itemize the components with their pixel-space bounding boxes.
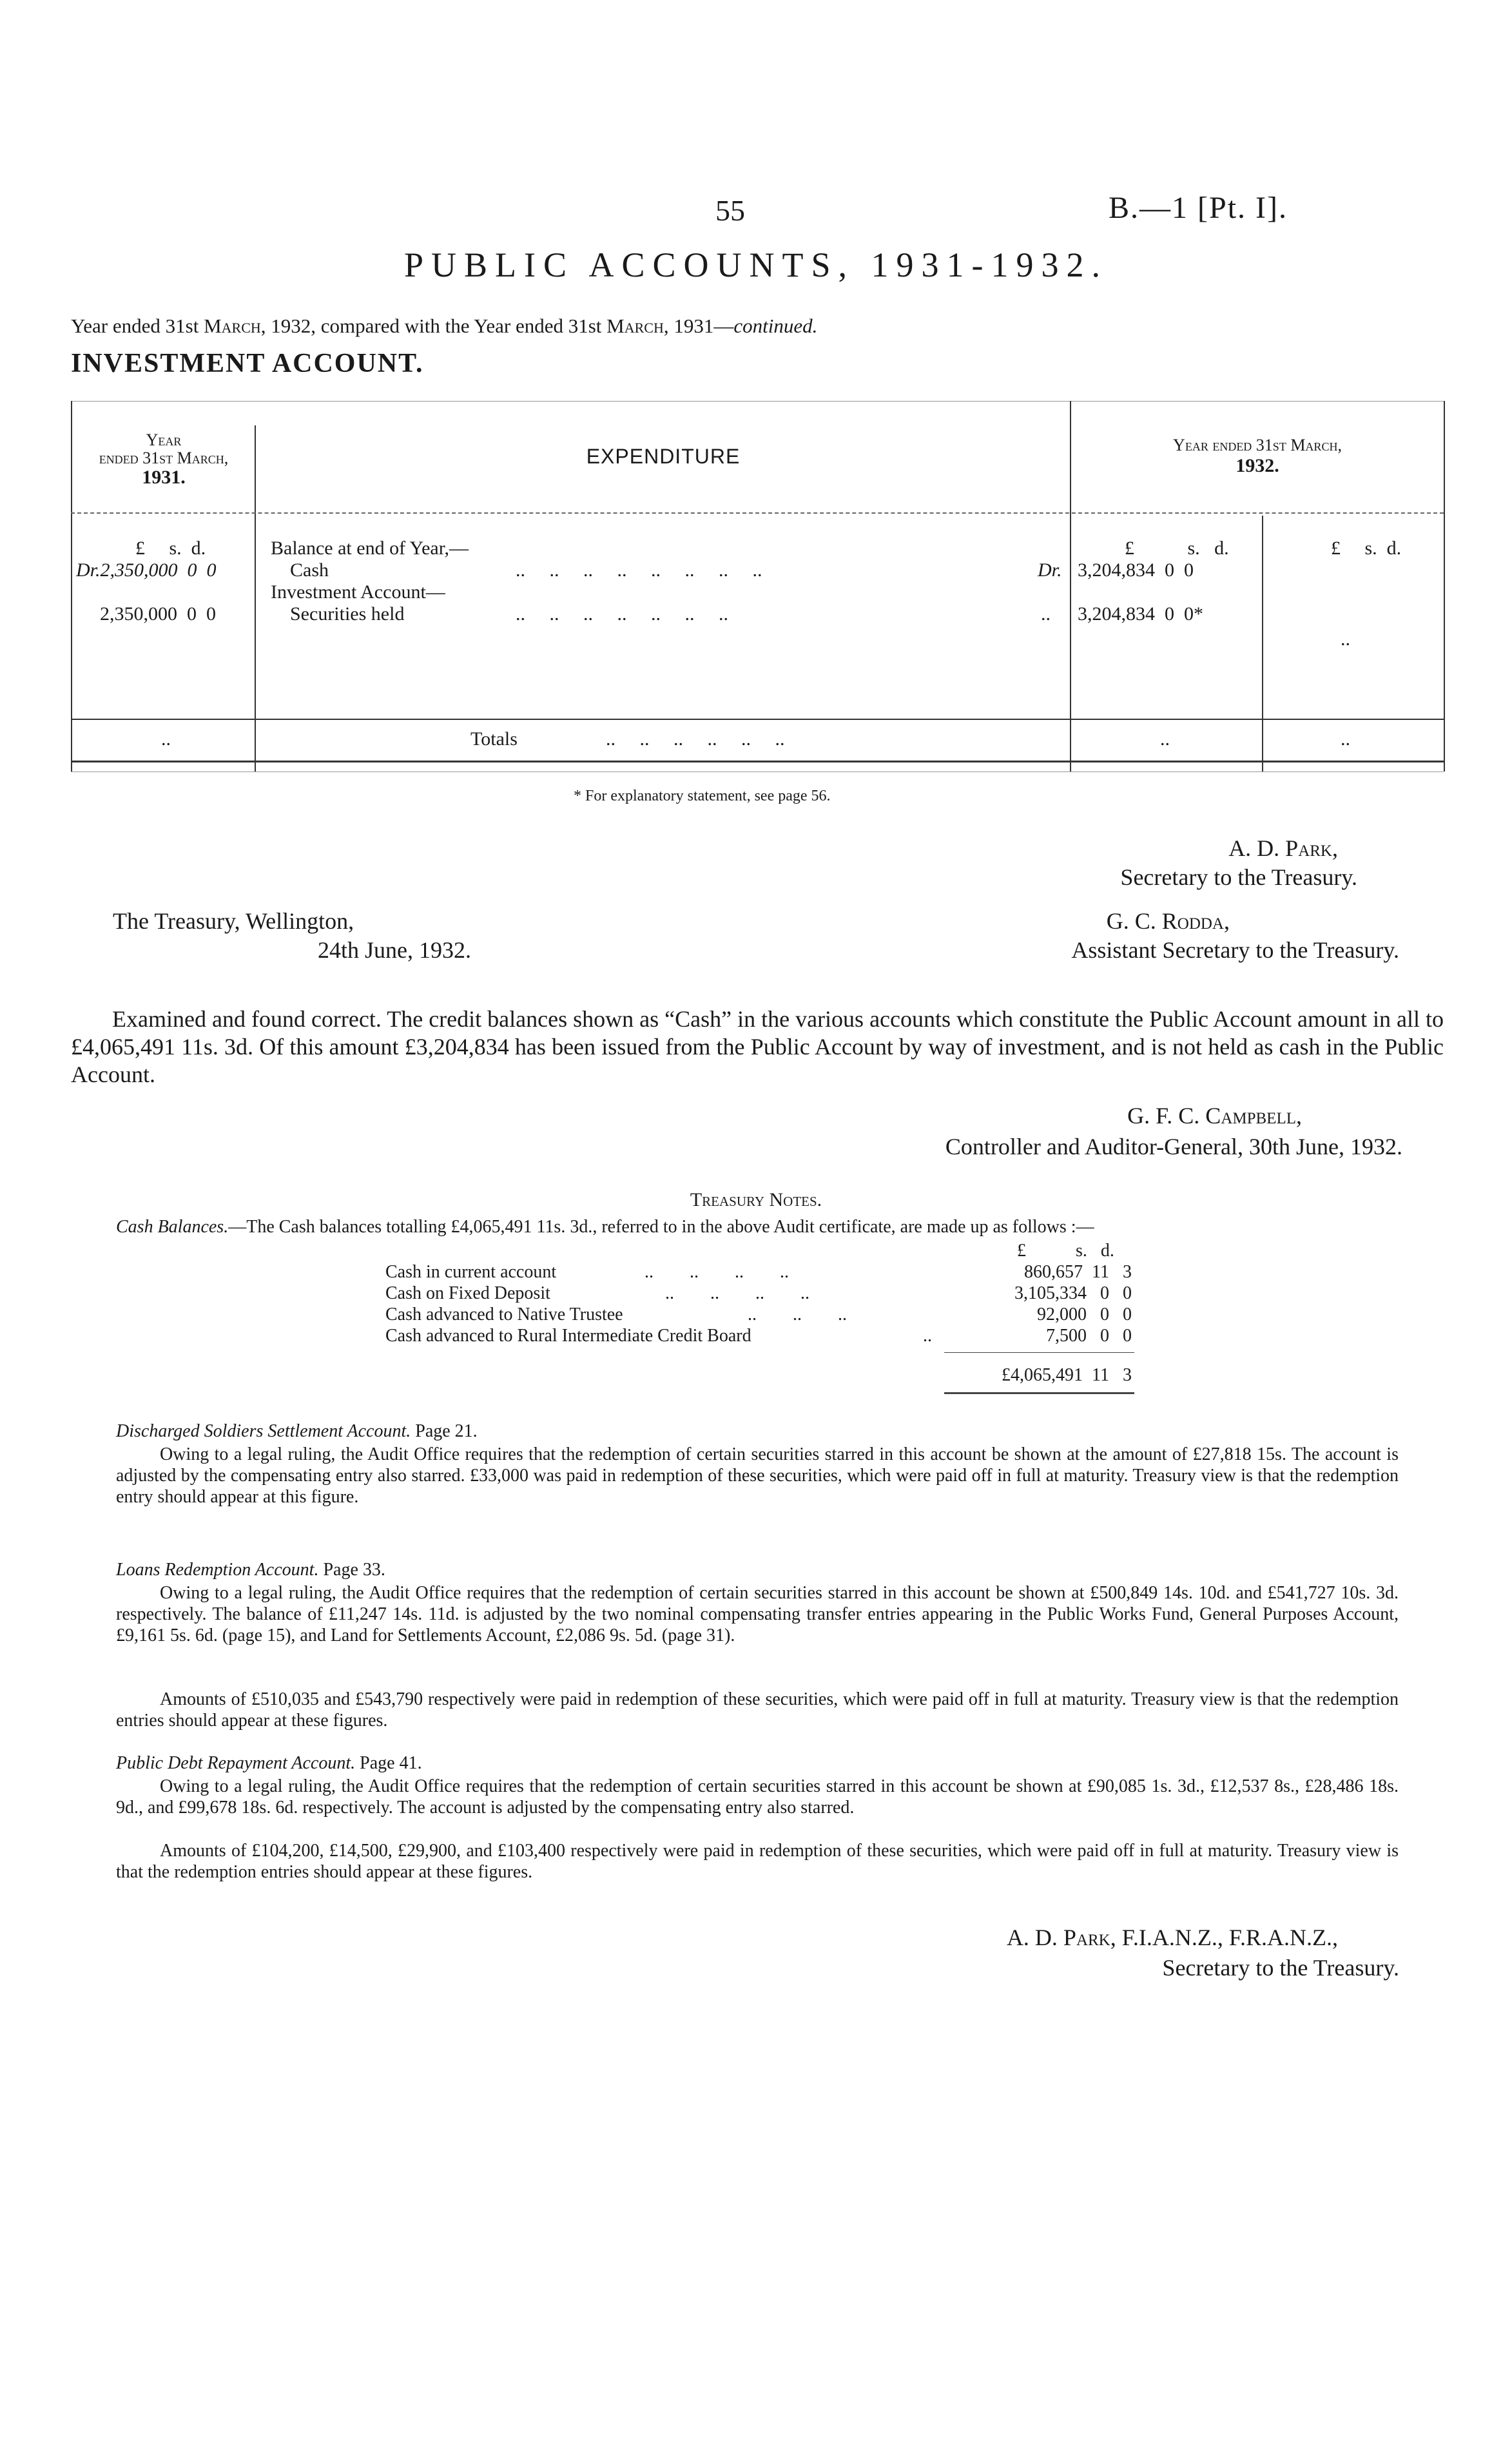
section-paragraph: Owing to a legal ruling, the Audit Office requires that the redemption of certain securities starred in this account be shown at the amount of £27,818 15s. The account is adjusted by the compensating entry also starred. £33,000 was paid in redemption of these securities, which were paid off in full at maturity. Treasury view is that the redemption entry should appear at this figure. xyxy=(116,1444,1399,1507)
section-page: Page 21. xyxy=(415,1421,478,1441)
row-desc: Investment Account— xyxy=(271,581,445,603)
currency-mid: £ s. d. xyxy=(1125,538,1229,559)
subtitle-month-1: March xyxy=(204,315,261,337)
row-amount: 3,204,834 0 0* xyxy=(1078,603,1203,625)
auditor-name: G. F. C. Campbell, xyxy=(1127,1103,1302,1129)
section-title: Discharged Soldiers Settlement Account. xyxy=(116,1421,411,1441)
currency-right: £ s. d. xyxy=(1331,538,1402,559)
totals-rule-top xyxy=(71,719,1444,720)
table-divider-3 xyxy=(1262,516,1263,771)
row-dots: .. .. .. .. .. .. .. .. xyxy=(516,559,762,581)
signatory-1-name: A. D. Park, xyxy=(1228,835,1338,861)
signatory-2-name: G. C. Rodda, xyxy=(1106,908,1230,934)
right-column-dots: .. xyxy=(1341,628,1350,650)
right-header-year: 1932. xyxy=(1236,455,1279,476)
final-signatory-name: A. D. Park, F.I.A.N.Z., F.R.A.N.Z., xyxy=(1006,1925,1338,1950)
final-signatory-title: Secretary to the Treasury. xyxy=(1162,1955,1399,1981)
totals-right: .. xyxy=(1341,728,1350,750)
cash-balances-intro xyxy=(116,1217,1094,1237)
date: 24th June, 1932. xyxy=(318,937,471,963)
center-header: EXPENDITURE xyxy=(586,445,741,468)
section-paragraph: Amounts of £510,035 and £543,790 respectively were paid in redemption of these securities, which were paid off in full at maturity. Treasury view is that the redemption entries should appear at these figures. xyxy=(116,1689,1399,1731)
document-reference: B.—1 [Pt. I]. xyxy=(1109,191,1288,225)
row-left-amount: 2,350,000 0 0 xyxy=(100,603,216,625)
cash-total: £4,065,491 11 3 xyxy=(1002,1365,1132,1385)
left-header-line1: Year xyxy=(146,431,182,449)
signatory-1-title: Secretary to the Treasury. xyxy=(1120,864,1357,890)
auditor-title: Controller and Auditor-General, 30th June, 1932. xyxy=(945,1134,1402,1160)
table-top-rule xyxy=(71,401,1444,402)
row-amount: 3,204,834 0 0 xyxy=(1078,559,1194,581)
page-title: PUBLIC ACCOUNTS, 1931-1932. xyxy=(403,246,1109,284)
row-dr: Dr. xyxy=(1038,559,1062,581)
section-paragraph: Owing to a legal ruling, the Audit Office requires that the redemption of certain securities starred in this account be shown at £90,085 1s. 3d., £12,537 8s., £28,486 18s. 9d., and £99,678 18s. 6d. respectively. The account is adjusted by the compensating entry also starred. xyxy=(116,1776,1399,1818)
cash-total-rule xyxy=(944,1352,1134,1353)
section-heading xyxy=(116,1753,422,1774)
table-bottom-rule xyxy=(71,771,1444,772)
row-dots: .. .. .. .. .. .. .. xyxy=(516,603,728,625)
cash-item-dots: .. xyxy=(923,1326,932,1346)
page-number: 55 xyxy=(715,194,745,227)
table-right-border xyxy=(1444,401,1445,771)
row-desc: Cash xyxy=(271,559,329,581)
subtitle-suffix: , 1931— xyxy=(663,315,734,337)
cash-item-amount: 7,500 0 0 xyxy=(1046,1326,1132,1346)
section-page: Page 41. xyxy=(360,1753,422,1773)
totals-mid: .. xyxy=(1160,728,1170,750)
row-dr: .. xyxy=(1041,603,1051,625)
section-paragraph: Owing to a legal ruling, the Audit Office requires that the redemption of certain securities starred in this account be shown at £500,849 14s. 10d. and £541,727 10s. 3d. respectively. The balance of £11,247 14s. 11d. is adjusted by the two nominal compensating transfer entries appearing in the Public Works Fund, General Purposes Account, £9,161 5s. 6d. (page 15), and Land for Settlements Account, £2,086 9s. 5d. (page 31). xyxy=(116,1583,1399,1645)
cash-item-label: Cash in current account xyxy=(385,1262,557,1282)
cash-total-double-rule xyxy=(944,1392,1134,1394)
cash-item-amount: 3,105,334 0 0 xyxy=(1014,1283,1132,1303)
cash-item-amount: 860,657 11 3 xyxy=(1024,1262,1132,1282)
signatory-2-title: Assistant Secretary to the Treasury. xyxy=(1071,937,1399,963)
cash-item-dots: .. .. .. .. xyxy=(645,1262,789,1282)
cash-balances-text: —The Cash balances totalling £4,065,491 11s. 3d., referred to in the above Audit certificate, are made up as follows :— xyxy=(228,1217,1094,1237)
cash-item-label: Cash on Fixed Deposit xyxy=(385,1283,550,1303)
section-page: Page 33. xyxy=(323,1560,385,1580)
cash-balances-label: Cash Balances. xyxy=(116,1217,229,1237)
subtitle-prefix: Year ended 31st xyxy=(71,315,204,337)
cash-currency-header: £ s. d. xyxy=(1017,1241,1114,1261)
cash-item-label: Cash advanced to Native Trustee xyxy=(385,1305,623,1325)
section-heading xyxy=(116,1560,385,1580)
row-desc: Securities held xyxy=(271,603,405,625)
table-footnote: * For explanatory statement, see page 56. xyxy=(574,788,831,804)
section-title: Public Debt Repayment Account. xyxy=(116,1753,356,1773)
subtitle-month-2: March xyxy=(606,315,664,337)
subtitle-mid: , 1932, compared with the Year ended 31st xyxy=(260,315,607,337)
audit-statement: Examined and found correct. The credit balances shown as “Cash” in the various accounts which constitute the Public Account amount in all to £4,065,491 11s. 3d. Of this amount £3,204,834 has been issued from the Public Account by way of investment, and is not held as cash in the Public Account. xyxy=(71,1006,1444,1087)
totals-label: Totals xyxy=(470,728,518,750)
treasury-notes-heading: Treasury Notes. xyxy=(690,1189,822,1210)
cash-item-amount: 92,000 0 0 xyxy=(1037,1305,1132,1325)
place: The Treasury, Wellington, xyxy=(113,908,354,934)
row-left-amount: Dr.2,350,000 0 0 xyxy=(76,559,217,581)
account-title: INVESTMENT ACCOUNT. xyxy=(71,349,424,378)
cash-item-dots: .. .. .. .. xyxy=(665,1283,809,1303)
section-title: Loans Redemption Account. xyxy=(116,1560,319,1580)
currency-left: £ s. d. xyxy=(135,538,206,559)
right-header-line1: Year ended 31st March, xyxy=(1173,436,1342,454)
left-header-line2: ended 31st March, xyxy=(99,449,229,467)
left-header-year: 1931. xyxy=(142,467,186,488)
row-desc: Balance at end of Year,— xyxy=(271,538,469,559)
totals-dots: .. .. .. .. .. .. xyxy=(606,728,785,750)
subtitle-continued: continued. xyxy=(733,315,818,337)
cash-item-dots: .. .. .. xyxy=(748,1305,847,1325)
totals-left: .. xyxy=(161,728,171,750)
section-heading xyxy=(116,1421,478,1442)
header-separator xyxy=(71,512,1444,514)
totals-rule-bottom xyxy=(71,761,1444,762)
section-paragraph: Amounts of £104,200, £14,500, £29,900, and £103,400 respectively were paid in redemption of these securities, which were paid off in full at maturity. Treasury view is that the redemption entries should appear at these figures. xyxy=(116,1841,1399,1882)
investment-table xyxy=(0,0,1512,806)
cash-item-label: Cash advanced to Rural Intermediate Credit Board xyxy=(385,1326,751,1346)
table-left-border xyxy=(71,401,72,771)
